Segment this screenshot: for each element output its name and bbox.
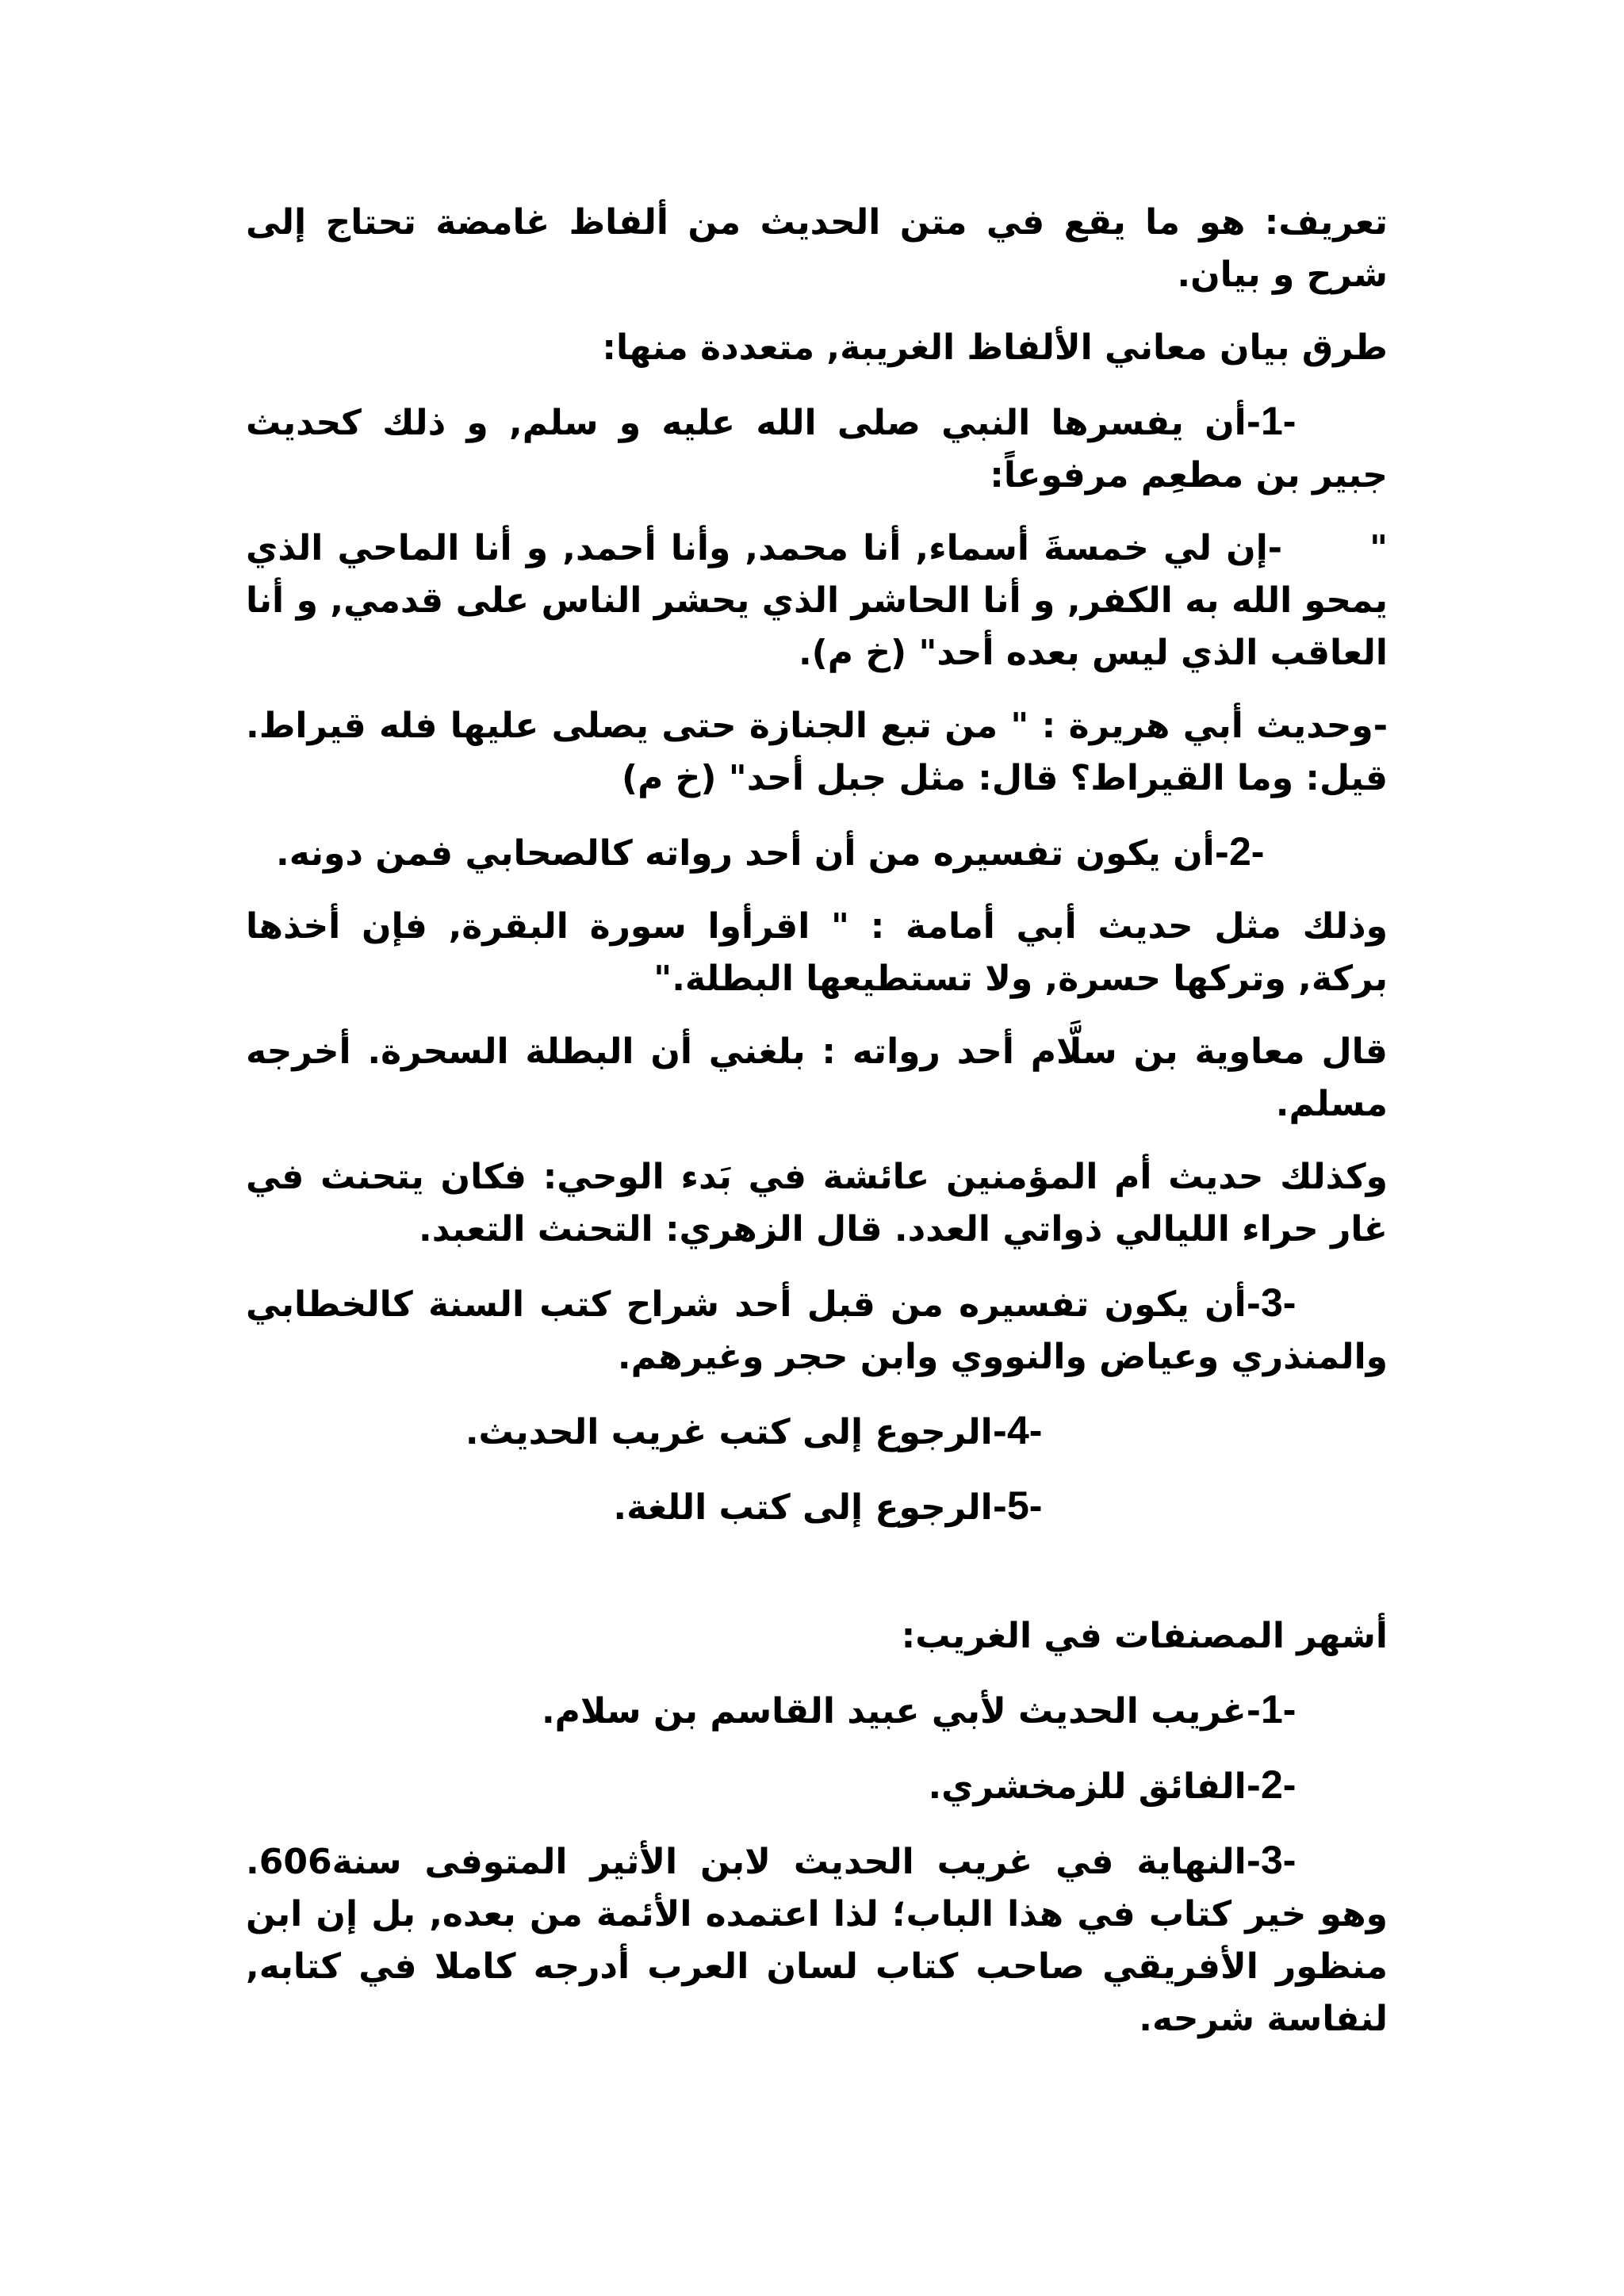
hadith-abu-hurayra: -وحديث أبي هريرة : " من تبع الجنازة حتى يصلى عليها فله قيراط. قيل: وما القيراط؟ قال: مثل جبل أحد" (خ م) <box>246 706 1388 798</box>
method-3-text: -أن يكون تفسيره من قبل أحد شراح كتب السنة كالخطابي والمنذري وعياض والنووي وابن حجر وغيرهم. <box>246 1284 1388 1377</box>
muawiya-paragraph: قال معاوية بن سلَّام أحد رواته : بلغني أن البطلة السحرة. أخرجه مسلم. <box>246 1031 1388 1124</box>
work-2-number: 2- <box>1261 1762 1297 1807</box>
definition-paragraph: تعريف: هو ما يقع في متن الحديث من ألفاظ غامضة تحتاج إلى شرح و بيان. <box>246 202 1388 295</box>
work-2-text: -الفائق للزمخشري. <box>928 1766 1261 1807</box>
method-3 <box>246 1276 1388 1383</box>
method-1-text: -أن يفسرها النبي صلى الله عليه و سلم, و ذلك كحديث جبير بن مطعِم مرفوعاً: <box>246 403 1388 496</box>
methods-heading: طرق بيان معاني الألفاظ الغريبة, متعددة منها: <box>602 327 1388 368</box>
hadith-five-names-text: -إن لي خمسةَ أسماء, أنا محمد, وأنا أحمد, و أنا الماحي الذي يمحو الله به الكفر, و أنا الحاشر الذي يحشر الناس على قدمي, و أنا العاقب الذي ليس بعده أحد" (خ م). <box>246 528 1388 673</box>
method-4-text: -الرجوع إلى كتب غريب الحديث. <box>465 1412 1007 1452</box>
method-2 <box>246 825 1356 880</box>
method-2-text: -أن يكون تفسيره من أن أحد رواته كالصحابي فمن دونه. <box>276 833 1229 874</box>
method-4-number: 4- <box>1007 1408 1043 1452</box>
section-gap <box>246 1555 1388 1610</box>
work-3-text: -النهاية في غريب الحديث لابن الأثير المتوفى سنة606. وهو خير كتاب في هذا الباب؛ لذا اعتمده الأئمة من بعده, بل إن ابن منظور الأفريقي صاحب كتاب لسان العرب أدرجه كاملا في كتابه, لنفاسة شرحه. <box>246 1842 1388 2039</box>
work-1 <box>246 1683 1388 1738</box>
work-3-number: 3- <box>1261 1838 1297 1882</box>
method-2-number: 2- <box>1229 829 1265 874</box>
method-1-number: 1- <box>1261 399 1297 443</box>
work-3 <box>246 1834 1388 2045</box>
example-abu-umama: وذلك مثل حديث أبي أمامة : " اقرأوا سورة البقرة, فإن أخذها بركة, وتركها حسرة, ولا تستطيعها البطلة." <box>246 906 1388 999</box>
work-1-text: -غريب الحديث لأبي عبيد القاسم بن سلام. <box>541 1691 1261 1732</box>
work-1-number: 1- <box>1261 1687 1297 1732</box>
method-5-number: 5- <box>1007 1483 1043 1528</box>
works-heading: أشهر المصنفات في الغريب: <box>901 1616 1388 1656</box>
method-5-text: -الرجوع إلى كتب اللغة. <box>613 1487 1007 1528</box>
hadith-five-names <box>246 522 1388 679</box>
method-1 <box>246 395 1388 502</box>
work-2 <box>246 1758 1388 1813</box>
method-5 <box>246 1479 1134 1534</box>
document-page <box>246 197 1388 2066</box>
method-3-number: 3- <box>1261 1280 1297 1325</box>
method-4 <box>246 1404 1134 1459</box>
hadith-five-names-quote: " <box>1369 528 1388 568</box>
aisha-paragraph: وكذلك حديث أم المؤمنين عائشة في بَدء الوحي: فكان يتحنث في غار حراء الليالي ذواتي العدد. قال الزهري: التحنث التعبد. <box>246 1157 1388 1249</box>
